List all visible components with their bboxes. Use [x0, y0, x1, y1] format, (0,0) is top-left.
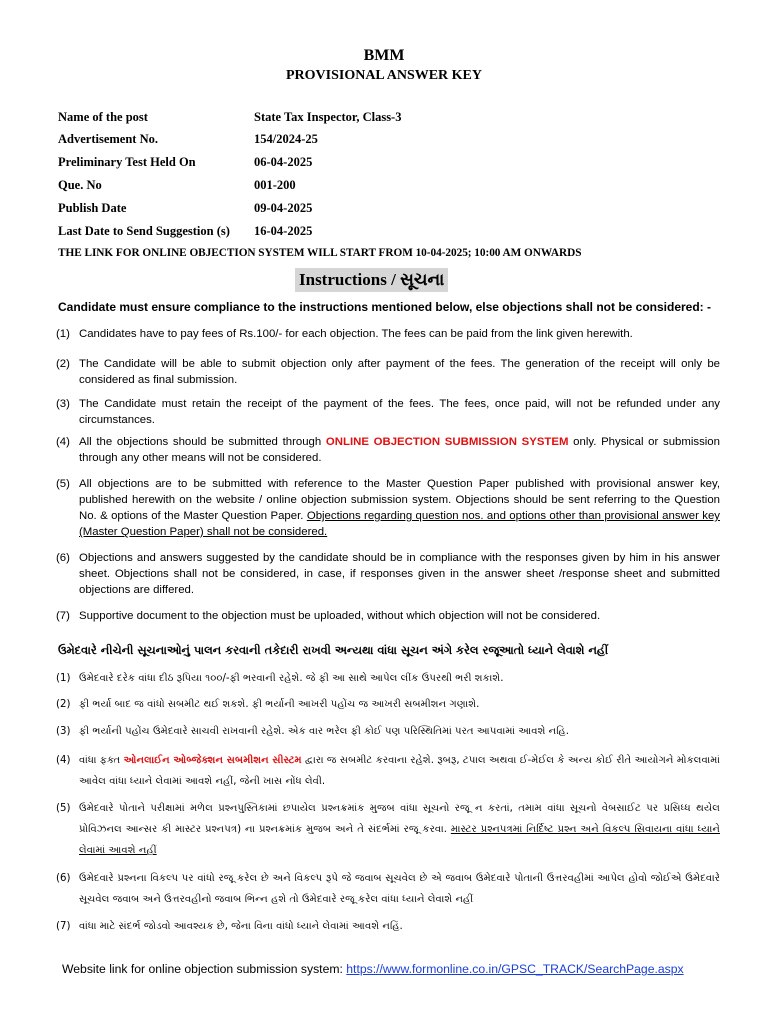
- item-number: (3): [56, 398, 70, 410]
- info-label: Last Date to Send Suggestion (s): [58, 224, 230, 238]
- info-row-que-no: [58, 178, 296, 193]
- item-text-pre: ઉમેદવારે પોતાને પરીક્ષામાં મળેલ પ્રશ્નપુસ્તિકામાં છપાયેલ પ્રશ્નક્રમાંક મુજબ વાંધા સૂચનો રજૂ ન કરતાં, તમામ વાંધા સૂચનો વેબસાઈટ પર પ્રસિધ્ધ થયેલ પ્રોવિઝનલ આન્સર કી માસ્ટર પ્રશ્નપત્ર) ના પ્રશ્નક્રમાંક મુજબ અને તે સંદર્ભમાં રજૂ કરવા.: [79, 803, 720, 835]
- list-item: [56, 434, 720, 466]
- objection-link-notice: THE LINK FOR ONLINE OBJECTION SYSTEM WILL START FROM 10-04-2025; 10:00 AM ONWARDS: [58, 247, 582, 259]
- info-label: Que. No: [58, 178, 102, 192]
- footer: [62, 962, 684, 976]
- info-label: Name of the post: [58, 110, 148, 124]
- list-item: [56, 550, 720, 598]
- item-number: (1): [56, 328, 70, 340]
- item-number: (3): [56, 726, 71, 737]
- item-number: (5): [56, 803, 71, 814]
- info-row-publish-date: [58, 201, 313, 216]
- item-text: ફી ભર્યાની પહોંચ ઉમેદવારે સાચવી રાખવાની રહેશે. એક વાર ભરેલ ફી કોઈ પણ પરિસ્થિતિમાં પરત આપવામાં આવશે નહિ.: [79, 726, 570, 737]
- list-item: [56, 750, 720, 792]
- list-item: [56, 476, 720, 540]
- list-item: [56, 668, 720, 689]
- info-value: 09-04-2025: [254, 201, 313, 215]
- item-text-pre: All objections are to be submitted with reference to the Master Question Paper published with provisional answer key, published herewith on the website / online objection submission system. Objections should be sent referring to the Question No. & options of the Master Question Paper.: [79, 478, 720, 522]
- info-label: Advertisement No.: [58, 132, 158, 146]
- gujarati-heading: ઉમેદવારે નીચેની સૂચનાઓનું પાલન કરવાની તકેદારી રાખવી અન્યથા વાંધા સૂચન અંગે કરેલ રજૂઆતો ધ્યાને લેવાશે નહીં: [58, 643, 609, 657]
- item-text: [79, 750, 720, 792]
- item-text: વાંધા માટે સંદર્ભ જોડવો આવશ્યક છે, જેના વિના વાંધો ધ્યાને લેવામાં આવશે નહિં.: [79, 921, 403, 932]
- item-text: The Candidate must retain the receipt of the payment of the fees. The fees, once paid, will not be refunded under any circumstances.: [79, 398, 720, 426]
- item-text: Objections and answers suggested by the candidate should be in compliance with the responses given by him in his answer sheet. Objections shall not be considered, in case, if responses given in the answer sheet /response sheet and submitted objections are differed.: [79, 552, 720, 596]
- item-number: (7): [56, 921, 71, 932]
- item-text-underlined: Objections regarding question nos. and options other than provisional answer key (Master Question Paper) shall not be considered.: [79, 510, 720, 538]
- info-value: 154/2024-25: [254, 132, 318, 146]
- item-text-post: only. Physical or submission through any other means will not be considered.: [79, 436, 720, 464]
- document-title: PROVISIONAL ANSWER KEY: [285, 68, 483, 83]
- item-text-post: દ્વારા જ સબમીટ કરવાના રહેશે. રૂબરૂ, ટપાલ અથવા ઈ-મેઈલ કે અન્ય કોઈ રીતે આયોગને મોકલવામાં આવેલ વાંધા ધ્યાને લેવામાં આવશે નહીં, જેની ખાસ નોંધ લેવી.: [79, 755, 720, 787]
- list-item: [56, 916, 720, 937]
- item-text-underlined: માસ્ટર પ્રશ્નપત્રમાં નિર્દિષ્ટ પ્રશ્ન અને વિકલ્પ સિવાયના વાંધા ધ્યાને લેવામાં આવશે નહીં: [79, 824, 720, 856]
- info-value: 001-200: [254, 178, 296, 192]
- item-text: [79, 476, 720, 540]
- info-value: State Tax Inspector, Class-3: [254, 110, 402, 124]
- item-text: Supportive document to the objection must be uploaded, without which objection will not be considered.: [79, 610, 601, 622]
- list-item: [56, 396, 720, 428]
- list-item: [56, 798, 720, 861]
- objection-system-highlight: ONLINE OBJECTION SUBMISSION SYSTEM: [325, 436, 569, 448]
- item-text: [79, 798, 720, 861]
- info-row-last-date: [58, 224, 313, 239]
- item-text: ઉમેદવારે પ્રશ્નના વિકલ્પ પર વાંધો રજૂ કરેલ છે અને વિકલ્પ રૂપે જે જવાબ સૂચવેલ છે એ જવાબ ઉમેદવારે પોતાની ઉત્તરવહીમાં આપેલ હોવો જોઈએ ઉમેદવારે સૂચવેલ જવાબ અને ઉત્તરવહીનો જવાબ ભિન્ન હશે તો ઉમેદવારે રજૂ કરેલ વાંધા ધ્યાને લેવાશે નહીં: [79, 873, 720, 905]
- item-text: ફી ભર્યા બાદ જ વાંધો સબમીટ થઈ શકશે. ફી ભર્યાની આખરી પહોંચ જ આખરી સબમીશન ગણાશે.: [79, 699, 480, 710]
- item-text-pre: All the objections should be submitted through: [79, 436, 326, 448]
- info-row-advertisement: [58, 132, 318, 147]
- footer-label: Website link for online objection submission system:: [62, 962, 347, 976]
- item-text: ઉમેદવારે દરેક વાંધા દીઠ રૂપિયા ૧૦૦/-ફી ભરવાની રહેશે. જે ફી આ સાથે આપેલ લીંક ઉપરથી ભરી શકાશે.: [79, 673, 504, 684]
- list-item: [56, 356, 720, 388]
- item-number: (6): [56, 873, 71, 884]
- objection-system-highlight: ઓનલાઈન ઓબ્જેક્શન સબમીશન સીસ્ટમ: [123, 755, 302, 766]
- info-row-post: [58, 110, 402, 125]
- item-text: [79, 434, 720, 466]
- item-number: (5): [56, 478, 70, 490]
- objection-system-link[interactable]: https://www.formonline.co.in/GPSC_TRACK/SearchPage.aspx: [346, 962, 684, 976]
- item-number: (1): [56, 673, 71, 684]
- item-text-pre: વાંધા ફક્ત: [79, 755, 124, 766]
- item-number: (7): [56, 610, 70, 622]
- instructions-title: Instructions / સૂચના: [295, 268, 448, 292]
- info-row-test-date: [58, 155, 313, 170]
- info-value: 16-04-2025: [254, 224, 313, 238]
- item-number: (6): [56, 552, 70, 564]
- list-item: [56, 721, 720, 742]
- item-number: (4): [56, 755, 71, 766]
- info-label: Publish Date: [58, 201, 127, 215]
- item-number: (4): [56, 436, 70, 448]
- list-item: [56, 868, 720, 910]
- list-item: [56, 608, 720, 624]
- item-number: (2): [56, 699, 71, 710]
- list-item: [56, 694, 720, 715]
- org-heading: BMM: [363, 47, 405, 64]
- item-number: (2): [56, 358, 70, 370]
- item-text: Candidates have to pay fees of Rs.100/- for each objection. The fees can be paid from the link given herewith.: [79, 328, 633, 340]
- info-value: 06-04-2025: [254, 155, 313, 169]
- info-label: Preliminary Test Held On: [58, 155, 196, 169]
- item-text: The Candidate will be able to submit objection only after payment of the fees. The generation of the receipt will only be considered as final submission.: [79, 358, 720, 386]
- list-item: [56, 326, 720, 342]
- candidate-notice: Candidate must ensure compliance to the instructions mentioned below, else objections shall not be considered: -: [58, 300, 711, 314]
